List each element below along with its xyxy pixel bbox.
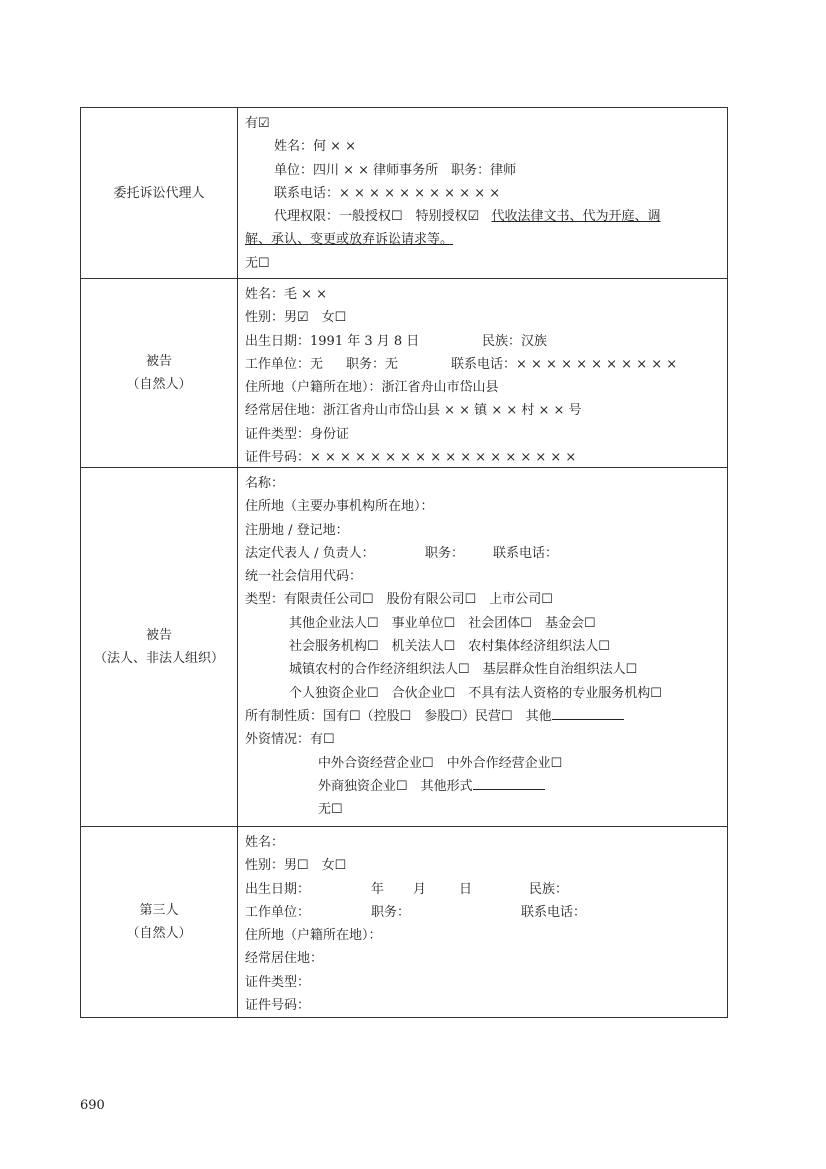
third-party-label-cell [81,827,238,1017]
defendant-person-row [81,278,727,467]
third-day: 日 [459,881,473,897]
third-party-row [81,826,727,1017]
org-domicile: 住所地（主要办事机构所在地）： [245,499,434,515]
agent-unit: 单位：四川 × × 律师事务所 职务：律师 [274,162,517,178]
third-name: 姓名： [245,835,285,850]
third-month: 月 [413,881,427,897]
agent-none: 无☐ [245,255,270,271]
org-foreign2-blank [473,777,545,790]
org-foreign-none: 无☐ [318,802,343,818]
defendant-birth: 出生日期：1991 年 3 月 8 日 [245,333,420,349]
agent-has: 有☑ [245,116,270,131]
org-reg: 注册地 / 登记地： [245,522,349,538]
defendant-person-content [238,279,727,467]
agent-authority-detail2-line [245,228,727,251]
org-foreign: 外资情况：有☐ [245,732,335,748]
org-ownership: 所有制性质：国有☐（控股☐ 参股☐）民营☐ 其他 [245,708,552,724]
org-rep-line [245,542,727,565]
org-ownership-blank [552,707,624,720]
defendant-org-sublabel: （法人、非法人组织） [93,651,224,666]
page-number: 690 [80,1098,105,1113]
defendant-domicile: 住所地（户籍所在地）：浙江省舟山市岱山县 [245,380,499,396]
org-rep: 法定代表人 / 负责人： [245,545,375,561]
defendant-idno: 证件号码：× × × × × × × × × × × × × × × × × × [245,450,577,466]
defendant-name: 姓名：毛 × × [245,287,328,302]
third-phone: 联系电话： [521,904,587,920]
defendant-work-line [245,353,727,376]
third-idno: 证件号码： [245,998,311,1014]
agent-name: 姓名：何 × × [274,139,357,155]
third-ethnic: 民族： [529,881,569,897]
agent-authority-type: 代理权限：一般授权☐ 特别授权☑ [274,209,480,225]
defendant-person-sublabel: （自然人） [126,377,192,392]
defendant-ethnic: 民族：汉族 [482,333,548,349]
defendant-org-row [81,467,727,826]
defendant-birth-line [245,330,727,353]
third-gender: 性别：男☐ 女☐ [245,858,347,874]
third-idtype: 证件类型： [245,974,311,990]
agent-label: 委托诉讼代理人 [113,185,205,201]
org-type1: 类型：有限责任公司☐ 股份有限公司☐ 上市公司☐ [245,592,553,608]
agent-row [81,108,727,278]
defendant-org-content [238,468,727,826]
org-credit: 统一社会信用代码： [245,569,363,585]
org-type2: 其他企业法人☐ 事业单位☐ 社会团体☐ 基金会☐ [289,615,596,631]
third-work-line [245,901,727,924]
third-birth-line [245,878,727,901]
defendant-org-label: 被告 [145,628,172,643]
agent-authority [245,205,727,228]
third-job: 职务： [371,904,411,920]
third-residence: 经常居住地： [245,951,324,967]
org-name: 名称： [245,476,285,491]
defendant-job: 职务：无 [346,356,399,372]
org-type4: 城镇农村的合作经济组织法人☐ 基层群众性自治组织法人☐ [289,662,638,678]
third-year: 年 [371,881,385,897]
third-birth: 出生日期： [245,881,311,897]
org-ownership-line [245,705,727,728]
agent-phone: 联系电话：× × × × × × × × × × × [274,185,501,201]
third-domicile: 住所地（户籍所在地）： [245,928,382,944]
agent-authority-detail: 代收法律文书、代为开庭、调 [491,209,661,225]
org-phone: 联系电话： [493,545,559,561]
org-type5: 个人独资企业☐ 合伙企业☐ 不具有法人资格的专业服务机构☐ [289,685,662,701]
form-table [80,107,728,1018]
third-work: 工作单位： [245,904,311,920]
third-party-content [238,827,727,1017]
agent-authority-detail2: 解、承认、变更或放弃诉讼请求等。 [245,232,454,248]
third-party-label: 第三人 [139,903,179,918]
defendant-gender: 性别：男☑ 女☐ [245,310,347,326]
defendant-org-label-cell [81,468,238,826]
org-foreign2-line [245,775,727,798]
defendant-idtype: 证件类型：身份证 [245,426,350,442]
defendant-residence: 经常居住地：浙江省舟山市岱山县 × × 镇 × × 村 × × 号 [245,403,582,419]
org-foreign1: 中外合资经营企业☐ 中外合作经营企业☐ [318,755,563,771]
org-type3: 社会服务机构☐ 机关法人☐ 农村集体经济组织法人☐ [289,639,610,655]
org-job: 职务： [425,545,465,561]
agent-content [238,108,727,278]
defendant-person-label-cell [81,279,238,467]
org-foreign2: 外商独资企业☐ 其他形式 [318,778,473,794]
agent-label-cell [81,108,238,278]
third-party-sublabel: （自然人） [126,926,192,941]
defendant-work: 工作单位：无 [245,356,324,372]
defendant-person-label: 被告 [145,354,172,369]
defendant-phone: 联系电话：× × × × × × × × × × × [451,356,678,372]
